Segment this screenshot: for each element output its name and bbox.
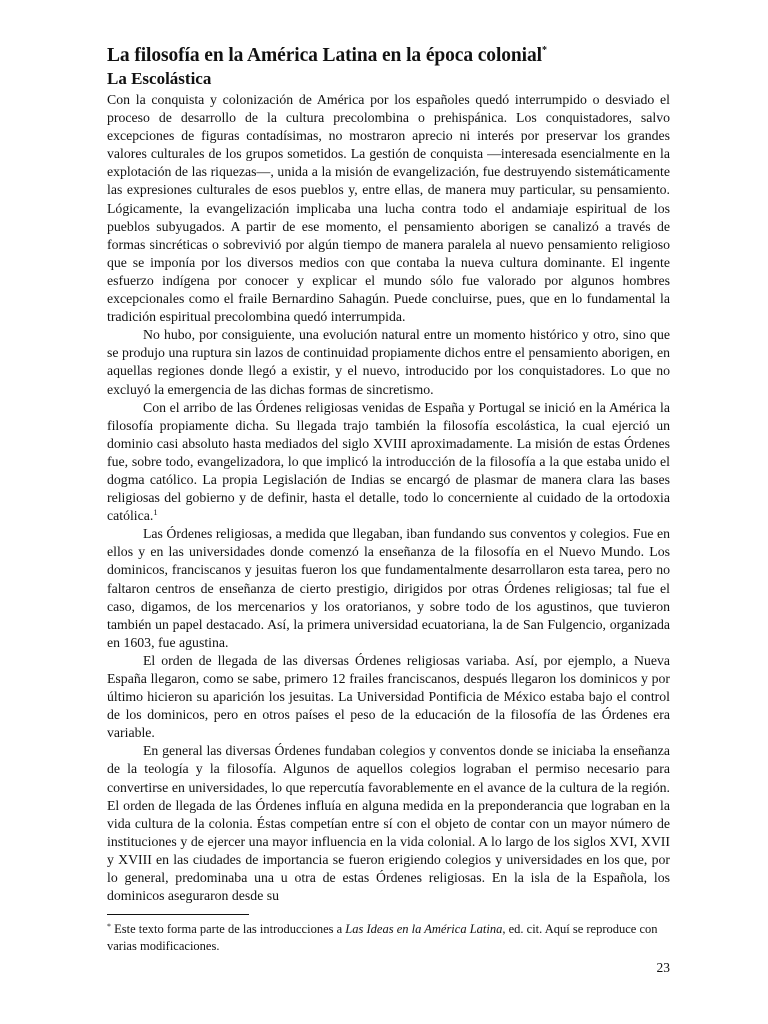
- footnote-text-before: Este texto forma parte de las introducciones a: [111, 922, 346, 937]
- section-heading: La Escolástica: [107, 69, 212, 88]
- body-text: [107, 91, 670, 905]
- footnote: [107, 921, 670, 955]
- footnote-marker: *: [107, 922, 111, 932]
- paragraph: [107, 91, 670, 326]
- paragraph: [107, 652, 670, 742]
- page-number: 23: [656, 960, 670, 975]
- paragraph: [107, 525, 670, 652]
- paragraph: [107, 399, 670, 526]
- paragraph-text: Las Órdenes religiosas, a medida que llegaban, iban fundando sus conventos y colegios. Fue en ellos y en las universidades donde comenzó la enseñanza de la filosofía en el Nuevo Mundo. Los dominicos, franciscanos y jesuitas fueron los que fundamentalmente desarrollaron esta tarea, pero no faltaron centros de enseñanza de cierto prestigio, dirigidos por otras Órdenes religiosas; tal fue el caso, digamos, de los mercenarios y los oratorianos, y sobre todo de los agustinos, que tuvieron también un papel destacado. Así, la primera universidad ecuatoriana, la de San Fulgencio, organizada en 1603, fue agustina.: [107, 526, 670, 650]
- footnote-divider: [107, 914, 249, 915]
- paragraph-text: En general las diversas Órdenes fundaban colegios y conventos donde se iniciaba la enseñanza de la teología y la filosofía. Algunos de aquellos colegios lograban el permiso necesario para convertirse en universidades, lo que repercutía favorablemente en el avance de la cultura de la región. El orden de llegada de las Órdenes influía en alguna medida en la preponderancia que lograban en la vida cultura de la colonia. Éstas competían entre sí con el objeto de contar con un mayor número de instituciones y de ejercer una mayor influencia en la vida colonial. A lo largo de los siglos XVI, XVII y XVIII en las ciudades de importancia se fueron erigiendo colegios y universidades en los que, por lo general, predominaba una u otra de estas Órdenes religiosas. En la isla de la Española, los dominicos aseguraron desde su: [107, 743, 670, 904]
- paragraph-text: No hubo, por consiguiente, una evolución natural entre un momento histórico y otro, sino que se produjo una ruptura sin lazos de continuidad propiamente dichos entre el pensamiento aborigen, en aquellas regiones donde llegó a existir, y el nuevo, introducido por los conquistadores. Lo que no excluyó la emergencia de las dichas formas de sincretismo.: [107, 327, 670, 397]
- footnote-reference: 1: [153, 507, 158, 518]
- paragraph-text: Con el arribo de las Órdenes religiosas venidas de España y Portugal se inició en la América la filosofía propiamente dicha. Su llegada trajo también la filosofía escolástica, la cual ejerció un dominio casi absoluto hasta mediados del siglo XVIII aproximadamente. La misión de estas Órdenes fue, sobre todo, evangelizadora, lo que implicó la introducción de la filosofía a la que estaba unido el dogma católico. La propia Legislación de Indias se encargó de plasmar de manera clara las bases religiosas del gobierno y de definir, hasta el detalle, todo lo concerniente al cuidado de la ortodoxia católica.: [107, 399, 670, 524]
- paragraph: [107, 742, 670, 905]
- title-footnote-marker: *: [541, 45, 547, 56]
- footnote-book-title: Las Ideas en la América Latina: [345, 922, 503, 937]
- document-title: [107, 44, 670, 68]
- paragraph-text: Con la conquista y colonización de América por los españoles quedó interrumpido o desviado el proceso de desarrollo de la cultura precolombina o prehispánica. Los conquistadores, salvo excepciones de figuras contadísimas, no mostraron aprecio ni interés por preservar los grandes valores culturales de los grupos sometidos. La gestión de conquista —interesada esencialmente en la explotación de las riquezas—, unida a la misión de evangelización, fue destruyendo sistemáticamente las expresiones culturales de esos pueblos y, entre ellas, de manera muy particular, su pensamiento. Lógicamente, la evangelización implicaba una lucha contra todo el andamiaje espiritual de los pueblos subyugados. A partir de ese momento, el pensamiento aborigen se canalizó a través de formas sincréticas o sobrevivió por algún tiempo de manera paralela al nuevo pensamiento religioso que se imponía por los diversos medios con que contaba la nueva cultura dominante. El ingente esfuerzo indígena por conocer y explicar el mundo sólo fue valorado por algunos hombres excepcionales como el fraile Bernardino Sahagún. Puede concluirse, pues, que en lo fundamental la tradición espiritual precolombina quedó interrumpida.: [107, 92, 670, 325]
- footnote-text-after: , ed. cit. Aquí se reproduce con varias modificaciones.: [107, 922, 658, 954]
- paragraph: [107, 326, 670, 398]
- paragraph-text: El orden de llegada de las diversas Órdenes religiosas variaba. Así, por ejemplo, a Nueva España llegaron, como se sabe, primero 12 frailes franciscanos, después llegaron los dominicos y por último hicieron su aparición los jesuitas. La Universidad Pontificia de México estaba bajo el control de los dominicos, pero en otros países el peso de la educación de la filosofía de las Órdenes era variable.: [107, 652, 670, 741]
- title-text: La filosofía en la América Latina en la época colonial: [107, 45, 542, 66]
